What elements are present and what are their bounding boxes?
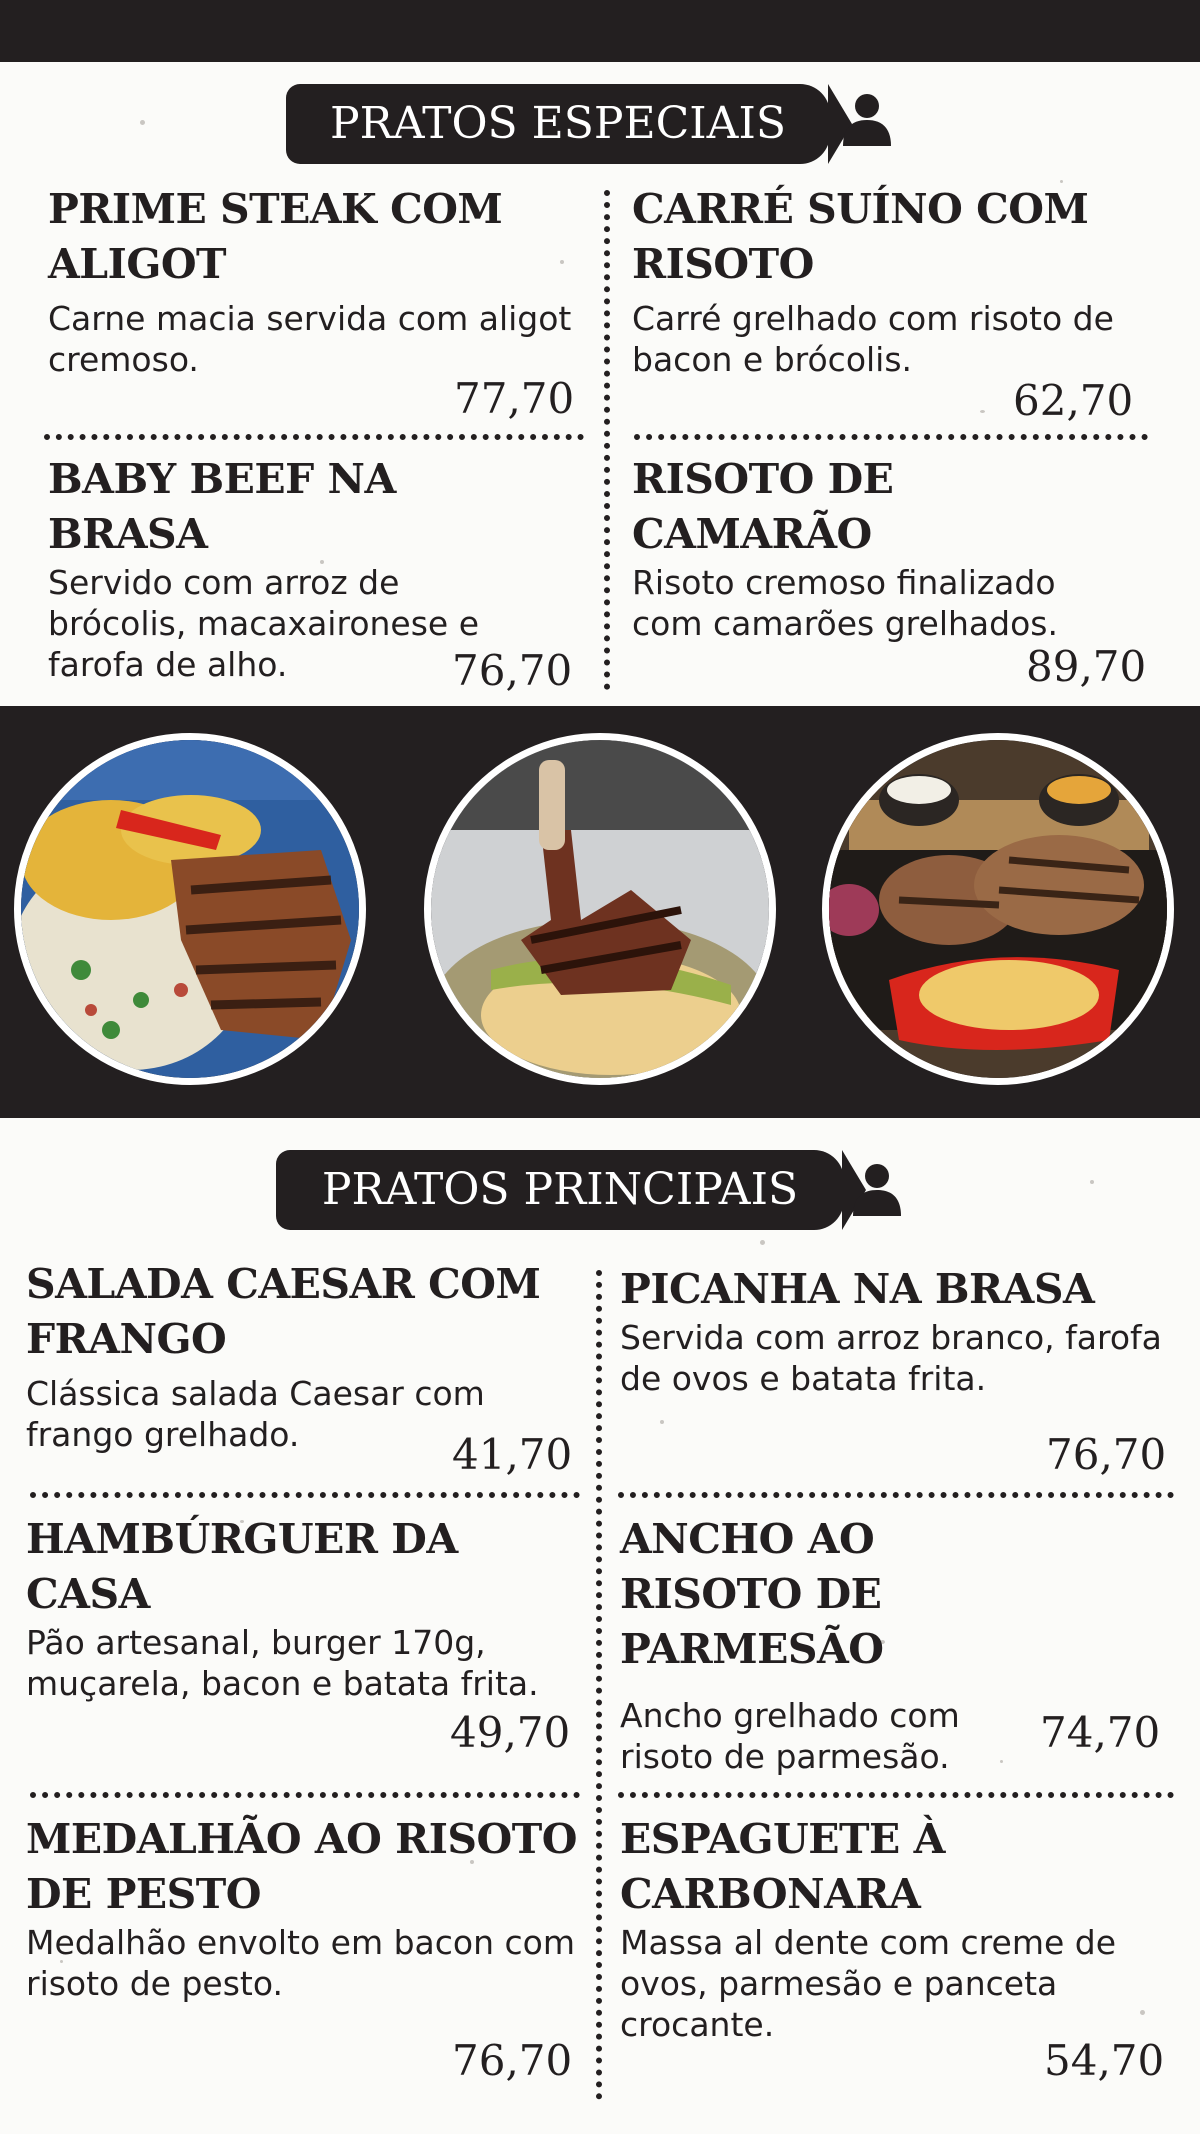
column-divider xyxy=(604,190,610,690)
menu-item xyxy=(632,182,1152,380)
menu-item xyxy=(632,452,1102,644)
item-name: CARRÉ SUÍNO COM RISOTO xyxy=(632,185,1089,288)
item-name: PICANHA NA BRASA xyxy=(620,1265,1095,1313)
item-price: 54,70 xyxy=(1044,2036,1165,2085)
grilled-steak-platter-photo xyxy=(822,733,1174,1085)
item-name: HAMBÚRGUER DA CASA xyxy=(26,1515,458,1618)
item-price: 62,70 xyxy=(1013,376,1134,425)
column-divider xyxy=(596,1270,602,2100)
menu-item xyxy=(26,1512,586,1704)
item-price: 76,70 xyxy=(1046,1430,1167,1479)
item-description: Ancho grelhado com risoto de parmesão. xyxy=(620,1696,960,1776)
person-icon xyxy=(850,1162,904,1218)
item-description: Pão artesanal, burger 170g, muçarela, bacon e batata frita. xyxy=(26,1623,539,1703)
item-description: Massa al dente com creme de ovos, parmesão e panceta crocante. xyxy=(620,1923,1117,2044)
section-title: PRATOS PRINCIPAIS xyxy=(321,1164,799,1215)
menu-item xyxy=(26,1257,586,1455)
menu-item xyxy=(48,182,588,380)
pork-chop-risotto-photo xyxy=(14,733,366,1085)
menu-item xyxy=(620,1262,1190,1399)
top-bar xyxy=(0,0,1200,62)
item-name: MEDALHÃO AO RISOTO DE PESTO xyxy=(26,1815,577,1918)
item-price: 41,70 xyxy=(452,1430,573,1479)
item-name: PRIME STEAK COM ALIGOT xyxy=(48,185,503,288)
section-banner-especiais xyxy=(286,84,830,164)
item-price: 89,70 xyxy=(1026,642,1147,691)
item-name: ESPAGUETE À CARBONARA xyxy=(620,1815,945,1918)
person-icon xyxy=(840,92,894,148)
item-name: ANCHO AO RISOTO DE PARMESÃO xyxy=(620,1515,884,1673)
item-price: 74,70 xyxy=(1040,1708,1161,1757)
row-divider xyxy=(44,434,584,440)
item-name: BABY BEEF NA BRASA xyxy=(48,455,396,558)
menu-item xyxy=(620,1812,1180,2045)
row-divider xyxy=(634,434,1148,440)
item-description: Clássica salada Caesar com frango grelhado. xyxy=(26,1374,485,1454)
section-title: PRATOS ESPECIAIS xyxy=(330,98,786,149)
item-description: Servido com arroz de brócolis, macaxaironese e farofa de alho. xyxy=(48,563,480,684)
item-description: Carré grelhado com risoto de bacon e brócolis. xyxy=(632,299,1114,379)
item-price: 76,70 xyxy=(452,2036,573,2085)
row-divider xyxy=(30,1492,580,1498)
row-divider xyxy=(30,1792,580,1798)
item-description: Risoto cremoso finalizado com camarões grelhados. xyxy=(632,563,1058,643)
item-description: Medalhão envolto em bacon com risoto de pesto. xyxy=(26,1923,575,2003)
item-price: 76,70 xyxy=(452,646,573,695)
item-price: 77,70 xyxy=(454,374,575,423)
row-divider xyxy=(618,1492,1174,1498)
menu-item xyxy=(26,1812,586,2004)
section-banner-principais xyxy=(276,1150,844,1230)
menu-item xyxy=(620,1512,1040,1777)
tomahawk-steak-photo xyxy=(424,733,776,1085)
item-description: Servida com arroz branco, farofa de ovos e batata frita. xyxy=(620,1318,1162,1398)
row-divider xyxy=(618,1792,1174,1798)
item-price: 49,70 xyxy=(450,1708,571,1757)
item-description: Carne macia servida com aligot cremoso. xyxy=(48,299,572,379)
item-name: SALADA CAESAR COM FRANGO xyxy=(26,1260,541,1363)
item-name: RISOTO DE CAMARÃO xyxy=(632,455,894,558)
